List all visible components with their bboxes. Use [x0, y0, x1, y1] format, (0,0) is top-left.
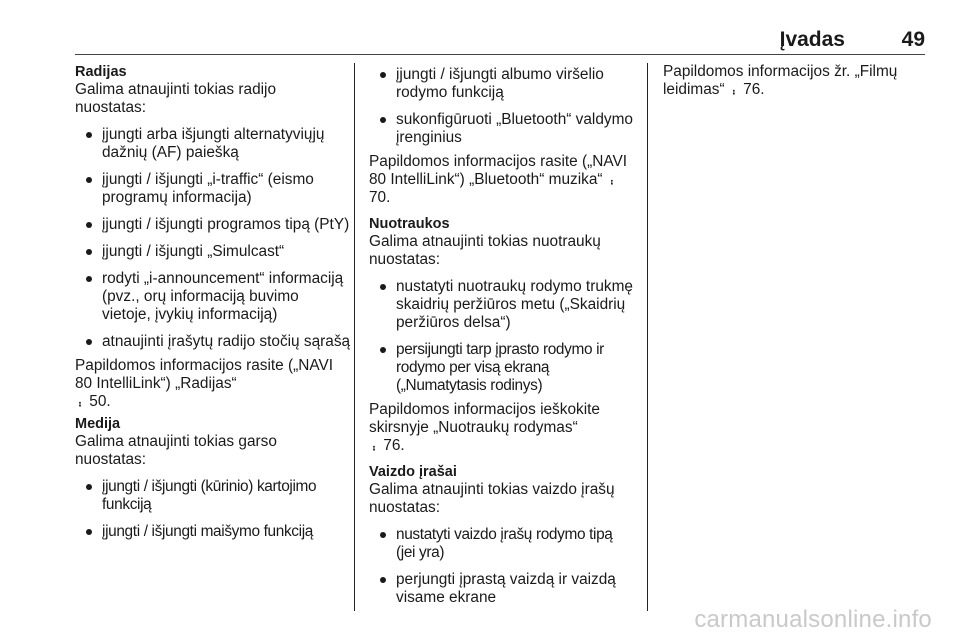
reference-text: Papildomos informacijos žr. „Filmų leidimas“	[663, 63, 898, 98]
list-item: persijungti tarp įprasto rodymo ir rodymo per visą ekraną („Numatytasis rodinys)	[369, 341, 634, 395]
column-divider-1	[354, 63, 355, 611]
section-intro: Galima atnaujinti tokias radijo nuostatas:	[75, 81, 277, 116]
section-title: Radijas	[75, 64, 127, 80]
list-item: įjungti / išjungti albumo viršelio rodymo funkciją	[369, 66, 634, 102]
list-item: nustatyti vaizdo įrašų rodymo tipą (jei yra)	[369, 526, 634, 562]
list-item: atnaujinti įrašytų radijo stočių sąrašą	[75, 333, 351, 351]
section-medija	[75, 415, 351, 541]
column-3	[663, 63, 925, 99]
reference-page: 50.	[89, 393, 111, 410]
column-divider-2	[647, 63, 648, 611]
list-item: įjungti / išjungti „i-traffic“ (eismo programų informacija)	[75, 171, 351, 207]
arrow-ref-icon: ⨾	[732, 83, 736, 97]
cross-reference	[75, 357, 351, 411]
list-item: sukonfigūruoti „Bluetooth“ valdymo įrenginius	[369, 111, 634, 147]
reference-page: 76.	[383, 437, 405, 454]
section-intro: Galima atnaujinti tokias vaizdo įrašų nuostatas:	[369, 481, 615, 516]
cross-reference	[369, 153, 634, 207]
arrow-ref-icon: ⨾	[372, 439, 376, 453]
reference-text: Papildomos informacijos rasite („NAVI 80 IntelliLink“) „Bluetooth“ muzika“	[369, 153, 628, 188]
bullet-list	[369, 66, 634, 147]
bullet-list	[75, 478, 351, 541]
header-divider	[75, 54, 925, 55]
bullet-list	[369, 526, 634, 607]
page-header	[75, 26, 925, 54]
page-title: Įvadas	[779, 28, 845, 51]
section-intro: Galima atnaujinti tokias garso nuostatas:	[75, 433, 277, 468]
section-title: Nuotraukos	[369, 216, 450, 232]
list-item: įjungti / išjungti „Simulcast“	[75, 243, 351, 261]
list-item: įjungti arba išjungti alternatyviųjų dažnių (AF) paiešką	[75, 126, 351, 162]
list-item: įjungti / išjungti programos tipą (PtY)	[75, 216, 351, 234]
section-title: Vaizdo įrašai	[369, 464, 457, 480]
arrow-ref-icon: ⨾	[78, 395, 82, 409]
bullet-list	[369, 278, 634, 395]
bullet-list	[75, 126, 351, 351]
watermark: carmanualsonline.info	[694, 606, 932, 633]
section-title: Medija	[75, 416, 121, 432]
column-1	[75, 63, 351, 550]
cross-reference	[663, 63, 925, 99]
reference-text: Papildomos informacijos rasite („NAVI 80 IntelliLink“) „Radijas“	[75, 357, 334, 392]
reference-text: Papildomos informacijos ieškokite skirsnyje „Nuotraukų rodymas“	[369, 401, 600, 436]
section-vaizdo-irasai	[369, 463, 634, 607]
list-item: įjungti / išjungti maišymo funkciją	[75, 523, 351, 541]
column-2	[369, 63, 634, 616]
list-item: perjungti įprastą vaizdą ir vaizdą visame ekrane	[369, 571, 634, 607]
section-radijas	[75, 63, 351, 411]
arrow-ref-icon: ⨾	[610, 173, 614, 187]
list-item: nustatyti nuotraukų rodymo trukmę skaidrių peržiūros metu („Skaidrių peržiūros delsa“)	[369, 278, 634, 332]
section-intro: Galima atnaujinti tokias nuotraukų nuostatas:	[369, 233, 601, 268]
list-item: rodyti „i-announcement“ informaciją (pvz., orų informaciją buvimo vietoje, įvykių informaciją)	[75, 270, 351, 324]
list-item: įjungti / išjungti (kūrinio) kartojimo funkciją	[75, 478, 351, 514]
section-nuotraukos	[369, 215, 634, 455]
reference-page: 76.	[743, 81, 765, 98]
page-number: 49	[901, 28, 925, 51]
cross-reference	[369, 401, 634, 455]
reference-page: 70.	[369, 189, 391, 206]
